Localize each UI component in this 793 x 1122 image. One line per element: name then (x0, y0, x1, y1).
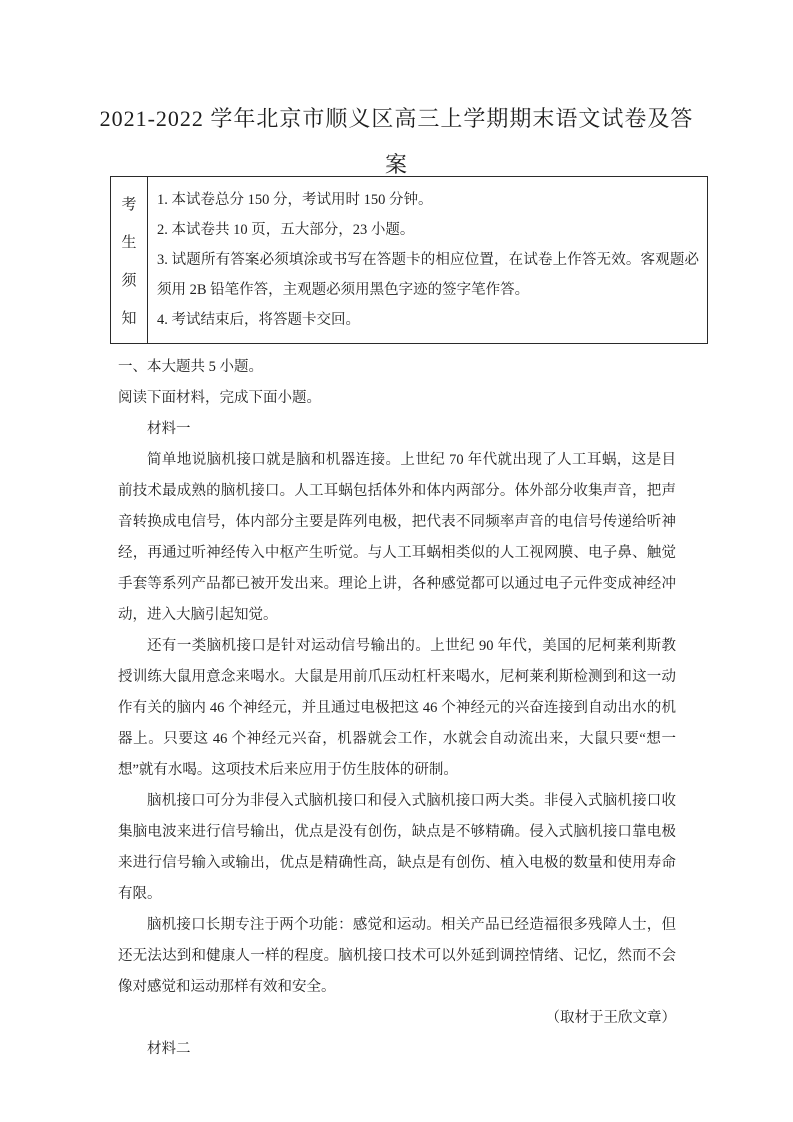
source-attribution: （取材于王欣文章） (545, 1010, 676, 1026)
notice-label-char-4: 知 (121, 310, 137, 327)
page-title (0, 96, 793, 188)
notice-vertical-label (111, 193, 147, 328)
exam-body (118, 352, 676, 1065)
notice-item-2: 2. 本试卷共 10 页，五大部分，23 小题。 (157, 222, 415, 238)
material-paragraph-3: 脑机接口可分为非侵入式脑机接口和侵入式脑机接口两大类。非侵入式脑机接口收集脑电波来进行信号输出，优点是没有创伤，缺点是不够精确。侵入式脑机接口靠电极来进行信号输入或输出，优点是精确性高，缺点是有创伤、植入电极的数量和使用寿命有限。 (118, 793, 676, 902)
notice-label-cell (111, 177, 148, 344)
notice-item-3: 3. 试题所有答案必须填涂或书写在答题卡的相应位置，在试卷上作答无效。客观题必须用 2B 铅笔作答，主观题必须用黑色字迹的签字笔作答。 (157, 252, 699, 298)
page-title-line-2: 案 (384, 152, 408, 177)
notice-label-char-2: 生 (121, 234, 137, 251)
material-paragraph-2: 还有一类脑机接口是针对运动信号输出的。上世纪 90 年代，美国的尼柯莱利斯教授训练大鼠用意念来喝水。大鼠是用前爪压动杠杆来喝水，尼柯莱利斯检测到和这一动作有关的脑内 46 个神经元，并且通过电极把这 46 个神经元的兴奋连接到自动出水的机器上。只要这 46 个神经元兴奋，机器就会工作，水就会自动流出来，大鼠只要“想一想”就有水喝。这项技术后来应用于仿生肢体的研制。 (118, 638, 676, 778)
material-paragraph-4: 脑机接口长期专注于两个功能：感觉和运动。相关产品已经造福很多残障人士，但还无法达到和健康人一样的程度。脑机接口技术可以外延到调控情绪、记忆，然而不会像对感觉和运动那样有效和安全。 (118, 917, 676, 995)
notice-items-cell (148, 177, 708, 344)
notice-label-char-1: 考 (121, 196, 137, 213)
notice-item-1: 1. 本试卷总分 150 分，考试用时 150 分钟。 (157, 192, 433, 208)
section-heading: 一、本大题共 5 小题。 (118, 359, 263, 375)
material-one-label: 材料一 (147, 421, 191, 437)
page-title-line-1: 2021-2022 学年北京市顺义区高三上学期期末语文试卷及答 (99, 106, 694, 131)
notice-label-char-3: 须 (121, 272, 137, 289)
reading-instruction: 阅读下面材料，完成下面小题。 (118, 390, 321, 406)
candidate-notice-table (110, 176, 708, 344)
notice-item-4: 4. 考试结束后，将答题卡交回。 (157, 312, 360, 328)
candidate-notice-row (111, 177, 708, 344)
material-paragraph-1: 简单地说脑机接口就是脑和机器连接。上世纪 70 年代就出现了人工耳蜗，这是目前技术最成熟的脑机接口。人工耳蜗包括体外和体内两部分。体外部分收集声音，把声音转换成电信号，体内部分主要是阵列电极，把代表不同频率声音的电信号传递给听神经，再通过听神经传入中枢产生听觉。与人工耳蜗相类似的人工视网膜、电子鼻、触觉手套等系列产品都已被开发出来。理论上讲，各种感觉都可以通过电子元件变成神经冲动，进入大脑引起知觉。 (118, 452, 676, 623)
material-two-label: 材料二 (147, 1041, 191, 1057)
